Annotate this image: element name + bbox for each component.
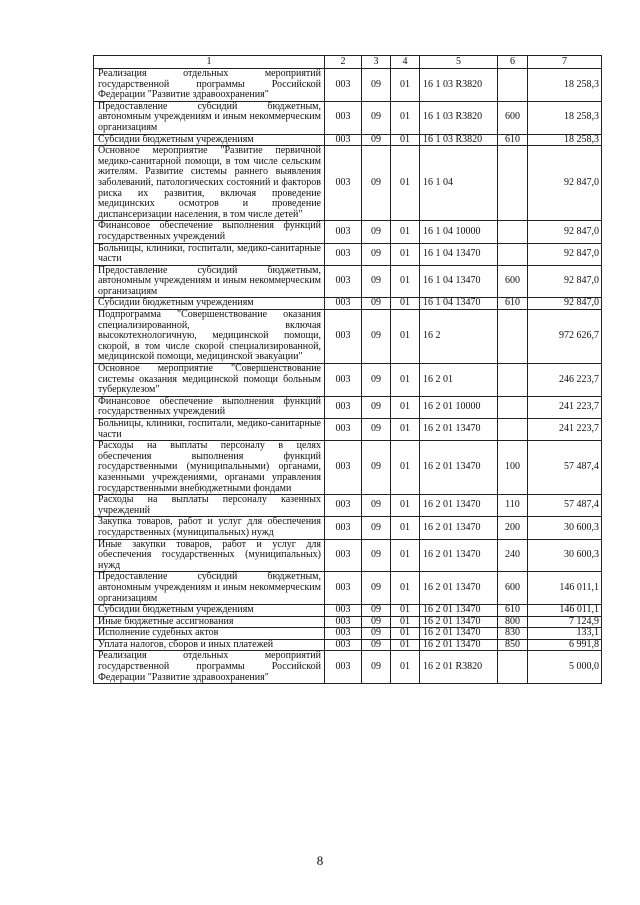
row-name: Реализация отдельных мероприятий государственной программы Российской Федерации "Развитие здравоохранения": [94, 69, 325, 102]
row-subsection: 01: [391, 605, 420, 617]
table-row: [94, 221, 602, 243]
row-expense-type: 850: [498, 639, 528, 651]
page-number: 8: [316, 853, 324, 868]
row-subsection: 01: [391, 146, 420, 221]
row-expense-type: [498, 146, 528, 221]
row-expense-type: [498, 69, 528, 102]
table-header: [94, 56, 602, 69]
row-section: 09: [362, 616, 391, 628]
row-ministry-code: 003: [325, 146, 362, 221]
row-section: 09: [362, 265, 391, 298]
row-name: Основное мероприятие "Развитие первичной медико-санитарной помощи, в том числе сельским жителям. Развитие системы раннего выявления заболеваний, патологических состояний и факторов риска их развития, включая проведение медицинских осмотров и проведение диспансеризации населения, в том числе детей": [94, 146, 325, 221]
table-row: [94, 517, 602, 539]
row-name: Субсидии бюджетным учреждениям: [94, 298, 325, 310]
row-ministry-code: 003: [325, 69, 362, 102]
row-subsection: 01: [391, 221, 420, 243]
row-name: Расходы на выплаты персоналу в целях обеспечения выполнения функций государственными (муниципальными) органами, казенными учреждениями, органами управления государственными внебюджетными фондами: [94, 441, 325, 495]
row-ministry-code: 003: [325, 651, 362, 684]
row-subsection: 01: [391, 243, 420, 265]
row-subsection: 01: [391, 495, 420, 517]
row-section: 09: [362, 146, 391, 221]
row-subsection: 01: [391, 651, 420, 684]
row-section: 09: [362, 243, 391, 265]
row-amount: 241 223,7: [528, 419, 602, 441]
row-name: Иные бюджетные ассигнования: [94, 616, 325, 628]
row-expense-type: 110: [498, 495, 528, 517]
row-ministry-code: 003: [325, 310, 362, 364]
table-body: [94, 69, 602, 684]
row-ministry-code: 003: [325, 628, 362, 640]
row-target-article: 16 1 03 R3820: [420, 101, 498, 134]
row-expense-type: 610: [498, 298, 528, 310]
table-row: [94, 539, 602, 572]
table-row: [94, 243, 602, 265]
row-name: Субсидии бюджетным учреждениям: [94, 134, 325, 146]
row-section: 09: [362, 572, 391, 605]
row-section: 09: [362, 419, 391, 441]
table-row: [94, 396, 602, 418]
row-section: 09: [362, 69, 391, 102]
row-amount: 5 000,0: [528, 651, 602, 684]
row-target-article: 16 2 01 13470: [420, 517, 498, 539]
row-section: 09: [362, 441, 391, 495]
row-amount: 133,1: [528, 628, 602, 640]
row-amount: 18 258,3: [528, 69, 602, 102]
table-row: [94, 495, 602, 517]
row-section: 09: [362, 517, 391, 539]
row-subsection: 01: [391, 616, 420, 628]
row-ministry-code: 003: [325, 572, 362, 605]
row-amount: 92 847,0: [528, 243, 602, 265]
table-row: [94, 419, 602, 441]
row-name: Предоставление субсидий бюджетным, автономным учреждениям и иным некоммерческим организациям: [94, 265, 325, 298]
row-name: Финансовое обеспечение выполнения функций государственных учреждений: [94, 221, 325, 243]
row-name: Предоставление субсидий бюджетным, автономным учреждениям и иным некоммерческим организациям: [94, 572, 325, 605]
row-section: 09: [362, 310, 391, 364]
row-amount: 92 847,0: [528, 265, 602, 298]
table-row: [94, 639, 602, 651]
row-subsection: 01: [391, 396, 420, 418]
row-ministry-code: 003: [325, 517, 362, 539]
row-section: 09: [362, 651, 391, 684]
row-subsection: 01: [391, 419, 420, 441]
row-amount: 92 847,0: [528, 298, 602, 310]
row-ministry-code: 003: [325, 616, 362, 628]
table-row: [94, 101, 602, 134]
row-subsection: 01: [391, 69, 420, 102]
row-expense-type: 200: [498, 517, 528, 539]
row-name: Больницы, клиники, госпитали, медико-санитарные части: [94, 419, 325, 441]
row-ministry-code: 003: [325, 298, 362, 310]
row-subsection: 01: [391, 134, 420, 146]
table-row: [94, 572, 602, 605]
row-target-article: 16 1 04 10000: [420, 221, 498, 243]
row-name: Больницы, клиники, госпитали, медико-санитарные части: [94, 243, 325, 265]
row-amount: 57 487,4: [528, 495, 602, 517]
row-expense-type: 100: [498, 441, 528, 495]
row-name: Субсидии бюджетным учреждениям: [94, 605, 325, 617]
row-amount: 146 011,1: [528, 572, 602, 605]
table-row: [94, 146, 602, 221]
row-expense-type: [498, 364, 528, 397]
row-subsection: 01: [391, 539, 420, 572]
row-ministry-code: 003: [325, 441, 362, 495]
row-section: 09: [362, 495, 391, 517]
header-col-7: 7: [528, 56, 602, 69]
table-row: [94, 628, 602, 640]
row-expense-type: [498, 310, 528, 364]
row-expense-type: 600: [498, 265, 528, 298]
budget-table-page: [93, 55, 601, 684]
row-amount: 246 223,7: [528, 364, 602, 397]
row-amount: 30 600,3: [528, 539, 602, 572]
row-subsection: 01: [391, 364, 420, 397]
table-row: [94, 310, 602, 364]
row-target-article: 16 1 04 13470: [420, 243, 498, 265]
row-ministry-code: 003: [325, 221, 362, 243]
row-expense-type: 800: [498, 616, 528, 628]
row-target-article: 16 1 04: [420, 146, 498, 221]
row-target-article: 16 1 04 13470: [420, 298, 498, 310]
row-name: Предоставление субсидий бюджетным, автономным учреждениям и иным некоммерческим организациям: [94, 101, 325, 134]
header-col-1: 1: [94, 56, 325, 69]
row-expense-type: 610: [498, 605, 528, 617]
row-ministry-code: 003: [325, 495, 362, 517]
row-ministry-code: 003: [325, 419, 362, 441]
row-expense-type: [498, 419, 528, 441]
row-target-article: 16 1 03 R3820: [420, 134, 498, 146]
header-col-5: 5: [420, 56, 498, 69]
table-row: [94, 651, 602, 684]
row-name: Иные закупки товаров, работ и услуг для обеспечения государственных (муниципальных) нужд: [94, 539, 325, 572]
row-ministry-code: 003: [325, 134, 362, 146]
row-amount: 7 124,9: [528, 616, 602, 628]
row-name: Финансовое обеспечение выполнения функций государственных учреждений: [94, 396, 325, 418]
row-amount: 146 011,1: [528, 605, 602, 617]
table-row: [94, 69, 602, 102]
row-name: Основное мероприятие "Совершенствование системы оказания медицинской помощи больным туберкулезом": [94, 364, 325, 397]
row-amount: 18 258,3: [528, 134, 602, 146]
row-ministry-code: 003: [325, 101, 362, 134]
row-target-article: 16 2 01 13470: [420, 495, 498, 517]
row-target-article: 16 2 01 13470: [420, 539, 498, 572]
row-target-article: 16 2 01 13470: [420, 616, 498, 628]
table-row: [94, 298, 602, 310]
row-section: 09: [362, 539, 391, 572]
row-ministry-code: 003: [325, 396, 362, 418]
row-amount: 241 223,7: [528, 396, 602, 418]
row-section: 09: [362, 605, 391, 617]
row-target-article: 16 2 01 13470: [420, 419, 498, 441]
row-target-article: 16 2 01 13470: [420, 572, 498, 605]
row-section: 09: [362, 628, 391, 640]
row-subsection: 01: [391, 101, 420, 134]
row-ministry-code: 003: [325, 539, 362, 572]
row-name: Подпрограмма "Совершенствование оказания специализированной, включая высокотехнологичную, медицинской помощи, скорой, в том числе скорой специализированной, медицинской помощи, медицинской эвакуации": [94, 310, 325, 364]
row-expense-type: 600: [498, 572, 528, 605]
row-amount: 30 600,3: [528, 517, 602, 539]
row-section: 09: [362, 134, 391, 146]
table-row: [94, 265, 602, 298]
row-section: 09: [362, 639, 391, 651]
row-subsection: 01: [391, 572, 420, 605]
header-col-6: 6: [498, 56, 528, 69]
row-name: Исполнение судебных актов: [94, 628, 325, 640]
table-row: [94, 605, 602, 617]
row-ministry-code: 003: [325, 605, 362, 617]
row-target-article: 16 2 01 R3820: [420, 651, 498, 684]
row-subsection: 01: [391, 265, 420, 298]
row-expense-type: [498, 221, 528, 243]
row-ministry-code: 003: [325, 639, 362, 651]
row-section: 09: [362, 396, 391, 418]
row-subsection: 01: [391, 517, 420, 539]
row-ministry-code: 003: [325, 364, 362, 397]
row-subsection: 01: [391, 441, 420, 495]
row-subsection: 01: [391, 639, 420, 651]
row-amount: 6 991,8: [528, 639, 602, 651]
table-row: [94, 616, 602, 628]
row-subsection: 01: [391, 628, 420, 640]
row-name: Уплата налогов, сборов и иных платежей: [94, 639, 325, 651]
row-amount: 92 847,0: [528, 221, 602, 243]
table-row: [94, 364, 602, 397]
row-target-article: 16 2: [420, 310, 498, 364]
row-ministry-code: 003: [325, 265, 362, 298]
row-target-article: 16 2 01 13470: [420, 639, 498, 651]
header-col-3: 3: [362, 56, 391, 69]
row-name: Расходы на выплаты персоналу казенных учреждений: [94, 495, 325, 517]
row-ministry-code: 003: [325, 243, 362, 265]
row-target-article: 16 2 01 10000: [420, 396, 498, 418]
budget-table: [93, 55, 602, 684]
row-section: 09: [362, 364, 391, 397]
table-row: [94, 134, 602, 146]
row-section: 09: [362, 221, 391, 243]
row-expense-type: [498, 243, 528, 265]
header-row: [94, 56, 602, 69]
row-target-article: 16 1 04 13470: [420, 265, 498, 298]
header-col-4: 4: [391, 56, 420, 69]
row-expense-type: 610: [498, 134, 528, 146]
table-row: [94, 441, 602, 495]
row-target-article: 16 2 01 13470: [420, 628, 498, 640]
row-name: Реализация отдельных мероприятий государственной программы Российской Федерации "Развитие здравоохранения": [94, 651, 325, 684]
row-expense-type: [498, 396, 528, 418]
row-expense-type: 600: [498, 101, 528, 134]
row-amount: 18 258,3: [528, 101, 602, 134]
row-target-article: 16 1 03 R3820: [420, 69, 498, 102]
row-target-article: 16 2 01 13470: [420, 605, 498, 617]
row-amount: 972 626,7: [528, 310, 602, 364]
row-target-article: 16 2 01: [420, 364, 498, 397]
row-amount: 92 847,0: [528, 146, 602, 221]
row-amount: 57 487,4: [528, 441, 602, 495]
row-expense-type: 830: [498, 628, 528, 640]
row-section: 09: [362, 298, 391, 310]
row-expense-type: 240: [498, 539, 528, 572]
row-subsection: 01: [391, 310, 420, 364]
row-name: Закупка товаров, работ и услуг для обеспечения государственных (муниципальных) нужд: [94, 517, 325, 539]
row-expense-type: [498, 651, 528, 684]
row-section: 09: [362, 101, 391, 134]
header-col-2: 2: [325, 56, 362, 69]
row-target-article: 16 2 01 13470: [420, 441, 498, 495]
row-subsection: 01: [391, 298, 420, 310]
